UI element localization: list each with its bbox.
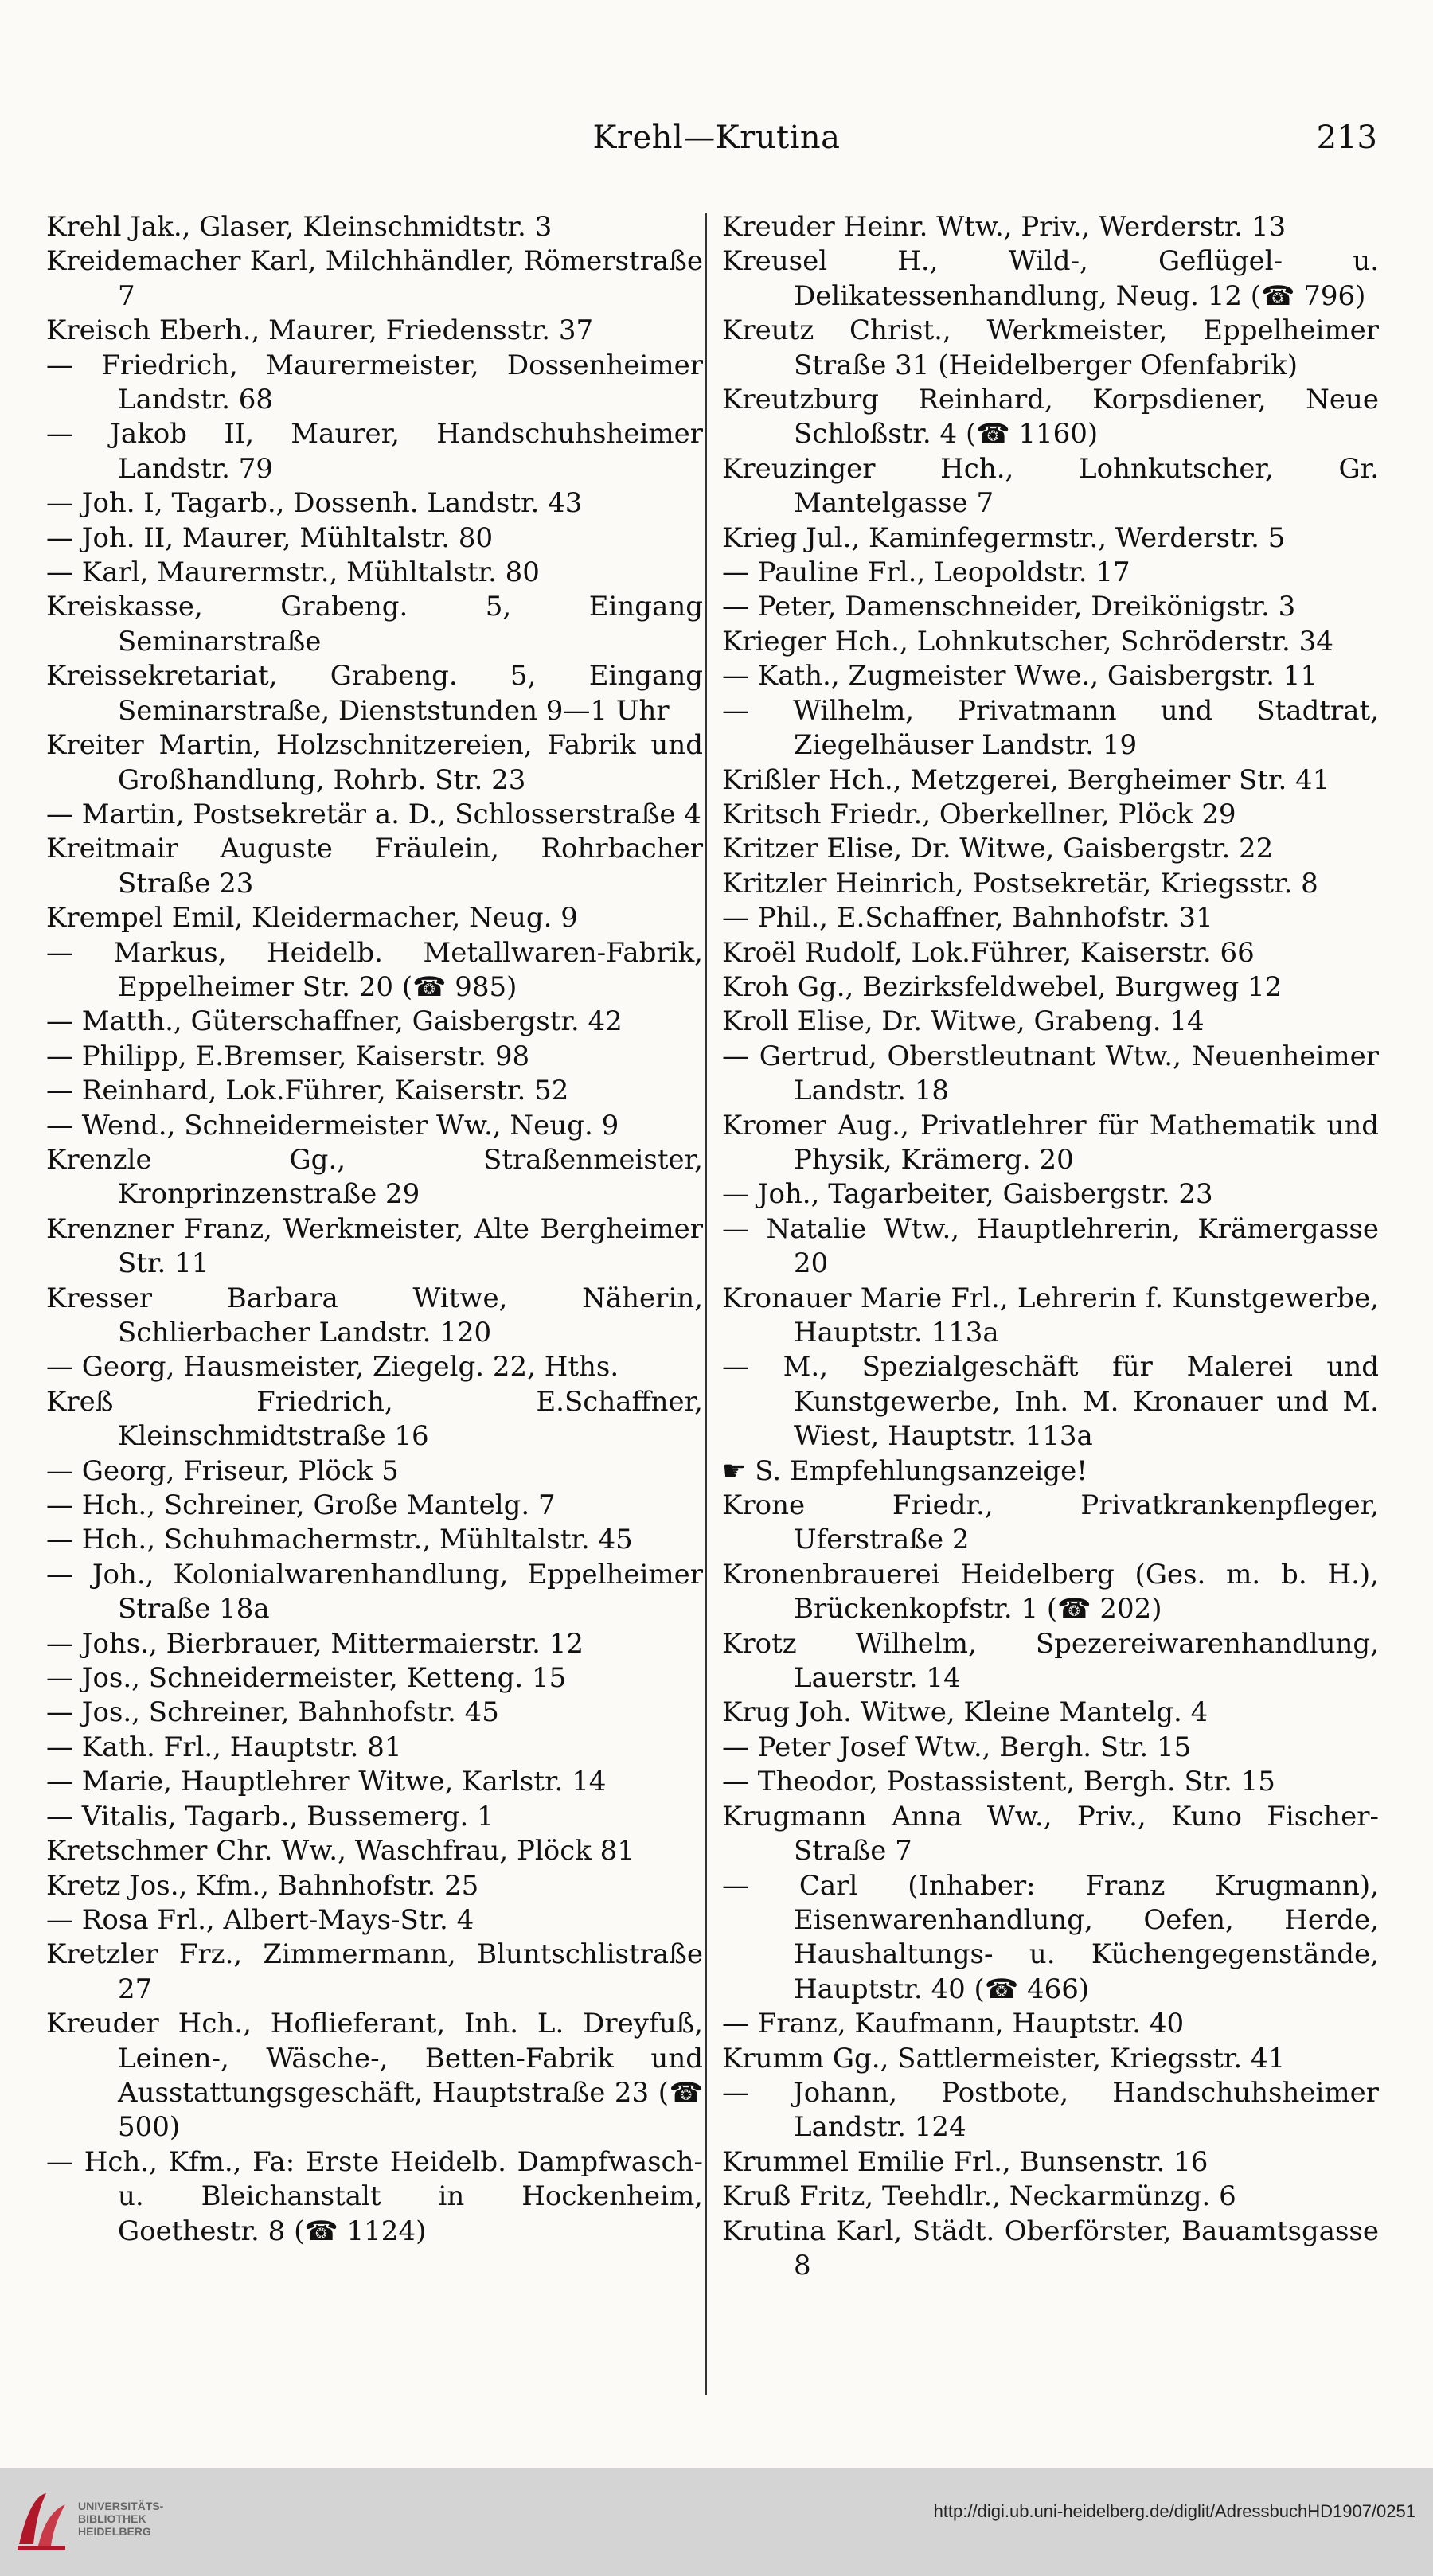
- directory-entry: — Johann, Postbote, Handschuhsheimer Landstr. 124: [722, 2076, 1379, 2144]
- directory-entry: — Peter, Damenschneider, Dreikönigstr. 3: [722, 591, 1296, 623]
- directory-entry: — Friedrich, Maurermeister, Dossenheimer Landstr. 68: [46, 349, 703, 416]
- directory-entry: — Jos., Schreiner, Bahnhofstr. 45: [46, 1696, 499, 1729]
- directory-entry: Kreuzinger Hch., Lohnkutscher, Gr. Mantelgasse 7: [722, 452, 1379, 520]
- directory-entry: Krone Friedr., Privatkrankenpfleger, Uferstraße 2: [722, 1489, 1379, 1556]
- directory-entry: Kretzler Frz., Zimmermann, Bluntschlistraße 27: [46, 1938, 703, 2005]
- directory-entry: Krempel Emil, Kleidermacher, Neug. 9: [46, 902, 578, 935]
- directory-entry: Kroël Rudolf, Lok.Führer, Kaiserstr. 66: [722, 936, 1255, 969]
- directory-entry: Kreiter Martin, Holzschnitzereien, Fabrik und Großhandlung, Rohrb. Str. 23: [46, 729, 703, 796]
- directory-entry: Kronenbrauerei Heidelberg (Ges. m. b. H.), Brückenkopfstr. 1 (☎ 202): [722, 1558, 1379, 1626]
- directory-entry: Kritsch Friedr., Oberkellner, Plöck 29: [722, 798, 1236, 830]
- directory-entry: Kreuder Heinr. Wtw., Priv., Werderstr. 13: [722, 211, 1287, 243]
- logo-line: UNIVERSITÄTS-: [78, 2500, 164, 2512]
- directory-entry: — Johs., Bierbrauer, Mittermaierstr. 12: [46, 1627, 584, 1660]
- directory-entry: — Jakob II, Maurer, Handschuhsheimer Landstr. 79: [46, 418, 703, 485]
- directory-entry: — Natalie Wtw., Hauptlehrerin, Krämergasse 20: [722, 1212, 1379, 1280]
- left-column: [46, 210, 703, 2249]
- directory-entry: — Philipp, E.Bremser, Kaiserstr. 98: [46, 1040, 530, 1072]
- university-seal-icon: [14, 2488, 72, 2555]
- directory-entry: — Georg, Hausmeister, Ziegelg. 22, Hths.: [46, 1351, 619, 1384]
- directory-entry: Kreuder Hch., Hoflieferant, Inh. L. Dreyfuß, Leinen-, Wäsche-, Betten-Fabrik und Ausstattungsgeschäft, Hauptstraße 23 (☎ 500): [46, 2008, 703, 2144]
- directory-entry: — Joh., Kolonialwarenhandlung, Eppelheimer Straße 18a: [46, 1558, 703, 1626]
- directory-entry: Krenzner Franz, Werkmeister, Alte Bergheimer Str. 11: [46, 1212, 703, 1280]
- directory-entry: Krug Joh. Witwe, Kleine Mantelg. 4: [722, 1696, 1208, 1729]
- directory-entry: — Matth., Güterschaffner, Gaisbergstr. 42: [46, 1005, 623, 1038]
- page-header: [48, 119, 1385, 167]
- directory-entry: ☛ S. Empfehlungsanzeige!: [722, 1454, 1087, 1487]
- directory-entry: — Hch., Kfm., Fa: Erste Heidelb. Dampfwasch- u. Bleichanstalt in Hockenheim, Goethestr. 8 (☎ 1124): [46, 2145, 703, 2247]
- source-url-link[interactable]: http://digi.ub.uni-heidelberg.de/diglit/AdressbuchHD1907/0251: [933, 2501, 1415, 2521]
- directory-entry: Kresser Barbara Witwe, Näherin, Schlierbacher Landstr. 120: [46, 1282, 703, 1348]
- directory-entry: — Franz, Kaufmann, Hauptstr. 40: [722, 2008, 1185, 2040]
- directory-entry: Kreutz Christ., Werkmeister, Eppelheimer Straße 31 (Heidelberger Ofenfabrik): [722, 314, 1379, 381]
- directory-entry: — Joh. II, Maurer, Mühltalstr. 80: [46, 521, 494, 554]
- directory-entry: Kreitmair Auguste Fräulein, Rohrbacher Straße 23: [46, 833, 703, 900]
- column-divider: [705, 213, 707, 2395]
- directory-entry: Kruß Fritz, Teehdlr., Neckarmünzg. 6: [722, 2180, 1236, 2213]
- directory-entry: — Rosa Frl., Albert-Mays-Str. 4: [46, 1903, 474, 1936]
- directory-entry: — Markus, Heidelb. Metallwaren-Fabrik, Eppelheimer Str. 20 (☎ 985): [46, 936, 703, 1003]
- directory-entry: — Hch., Schuhmachermstr., Mühltalstr. 45: [46, 1524, 633, 1556]
- directory-entry: Kreusel H., Wild-, Geflügel- u. Delikatessenhandlung, Neug. 12 (☎ 796): [722, 245, 1379, 312]
- page-number: 213: [1316, 119, 1377, 156]
- library-logo[interactable]: [14, 2488, 189, 2555]
- directory-entry: Kreissekretariat, Grabeng. 5, Eingang Seminarstraße, Dienststunden 9—1 Uhr: [46, 660, 703, 727]
- directory-entry: — Peter Josef Wtw., Bergh. Str. 15: [722, 1731, 1192, 1763]
- directory-entry: Krehl Jak., Glaser, Kleinschmidtstr. 3: [46, 211, 553, 243]
- logo-line: BIBLIOTHEK: [78, 2512, 146, 2525]
- directory-entry: Kronauer Marie Frl., Lehrerin f. Kunstgewerbe, Hauptstr. 113a: [722, 1282, 1379, 1348]
- directory-entry: Krißler Hch., Metzgerei, Bergheimer Str. 41: [722, 763, 1330, 796]
- logo-line: HEIDELBERG: [78, 2525, 151, 2538]
- directory-entry: Kreß Friedrich, E.Schaffner, Kleinschmidtstraße 16: [46, 1385, 703, 1453]
- directory-entry: — Theodor, Postassistent, Bergh. Str. 15: [722, 1766, 1275, 1798]
- footer-bar: [0, 2468, 1433, 2576]
- directory-entry: Krumm Gg., Sattlermeister, Kriegsstr. 41: [722, 2042, 1286, 2074]
- directory-entry: Kroll Elise, Dr. Witwe, Grabeng. 14: [722, 1005, 1205, 1038]
- directory-entry: Krenzle Gg., Straßenmeister, Kronprinzenstraße 29: [46, 1143, 703, 1211]
- directory-entry: — Karl, Maurermstr., Mühltalstr. 80: [46, 556, 540, 589]
- directory-entry: — M., Spezialgeschäft für Malerei und Kunstgewerbe, Inh. M. Kronauer und M. Wiest, Hauptstr. 113a: [722, 1351, 1379, 1453]
- directory-entry: — Gertrud, Oberstleutnant Wtw., Neuenheimer Landstr. 18: [722, 1040, 1379, 1107]
- directory-entry: Kritzer Elise, Dr. Witwe, Gaisbergstr. 22: [722, 833, 1274, 865]
- directory-entry: — Carl (Inhaber: Franz Krugmann), Eisenwarenhandlung, Oefen, Herde, Haushaltungs- u. Küchengegenstände, Hauptstr. 40 (☎ 466): [722, 1869, 1379, 2005]
- directory-entry: Krotz Wilhelm, Spezereiwarenhandlung, Lauerstr. 14: [722, 1627, 1379, 1695]
- directory-entry: — Jos., Schneidermeister, Ketteng. 15: [46, 1662, 567, 1695]
- directory-entry: Krieger Hch., Lohnkutscher, Schröderstr. 34: [722, 625, 1333, 658]
- directory-entry: — Pauline Frl., Leopoldstr. 17: [722, 556, 1130, 589]
- directory-entry: — Kath., Zugmeister Wwe., Gaisbergstr. 11: [722, 660, 1318, 693]
- directory-entry: — Martin, Postsekretär a. D., Schlosserstraße 4: [46, 798, 701, 830]
- directory-entry: — Kath. Frl., Hauptstr. 81: [46, 1731, 402, 1763]
- logo-text: [78, 2500, 197, 2538]
- directory-entry: — Marie, Hauptlehrer Witwe, Karlstr. 14: [46, 1766, 607, 1798]
- directory-entry: Kretz Jos., Kfm., Bahnhofstr. 25: [46, 1869, 479, 1902]
- directory-entry: — Wend., Schneidermeister Ww., Neug. 9: [46, 1109, 619, 1142]
- directory-entry: Kromer Aug., Privatlehrer für Mathematik und Physik, Krämerg. 20: [722, 1109, 1379, 1176]
- directory-entry: — Georg, Friseur, Plöck 5: [46, 1454, 399, 1487]
- directory-entry: — Joh., Tagarbeiter, Gaisbergstr. 23: [722, 1178, 1213, 1211]
- directory-entry: — Phil., E.Schaffner, Bahnhofstr. 31: [722, 902, 1213, 935]
- directory-entry: Kritzler Heinrich, Postsekretär, Kriegsstr. 8: [722, 867, 1318, 900]
- directory-entry: — Hch., Schreiner, Große Mantelg. 7: [46, 1489, 556, 1522]
- directory-entry: Krutina Karl, Städt. Oberförster, Bauamtsgasse 8: [722, 2215, 1379, 2281]
- directory-entry: — Joh. I, Tagarb., Dossenh. Landstr. 43: [46, 487, 583, 520]
- directory-entry: — Wilhelm, Privatmann und Stadtrat, Ziegelhäuser Landstr. 19: [722, 694, 1379, 762]
- directory-entry: Krugmann Anna Ww., Priv., Kuno Fischer-Straße 7: [722, 1800, 1379, 1868]
- directory-entry: Kreutzburg Reinhard, Korpsdiener, Neue Schloßstr. 4 (☎ 1160): [722, 384, 1379, 451]
- right-column: [722, 210, 1379, 2283]
- directory-entry: Krummel Emilie Frl., Bunsenstr. 16: [722, 2145, 1208, 2178]
- directory-entry: Kretschmer Chr. Ww., Waschfrau, Plöck 81: [46, 1835, 635, 1868]
- directory-entry: Kreisch Eberh., Maurer, Friedensstr. 37: [46, 314, 594, 347]
- directory-entry: Krieg Jul., Kaminfegermstr., Werderstr. 5: [722, 521, 1286, 554]
- directory-entry: Kreidemacher Karl, Milchhändler, Römerstraße 7: [46, 245, 703, 312]
- directory-entry: — Reinhard, Lok.Führer, Kaiserstr. 52: [46, 1075, 569, 1107]
- directory-entry: — Vitalis, Tagarb., Bussemerg. 1: [46, 1800, 494, 1832]
- directory-entry: Kreiskasse, Grabeng. 5, Eingang Seminarstraße: [46, 591, 703, 658]
- directory-entry: Kroh Gg., Bezirksfeldwebel, Burgweg 12: [722, 970, 1283, 1003]
- running-title: Krehl—Krutina: [592, 119, 841, 156]
